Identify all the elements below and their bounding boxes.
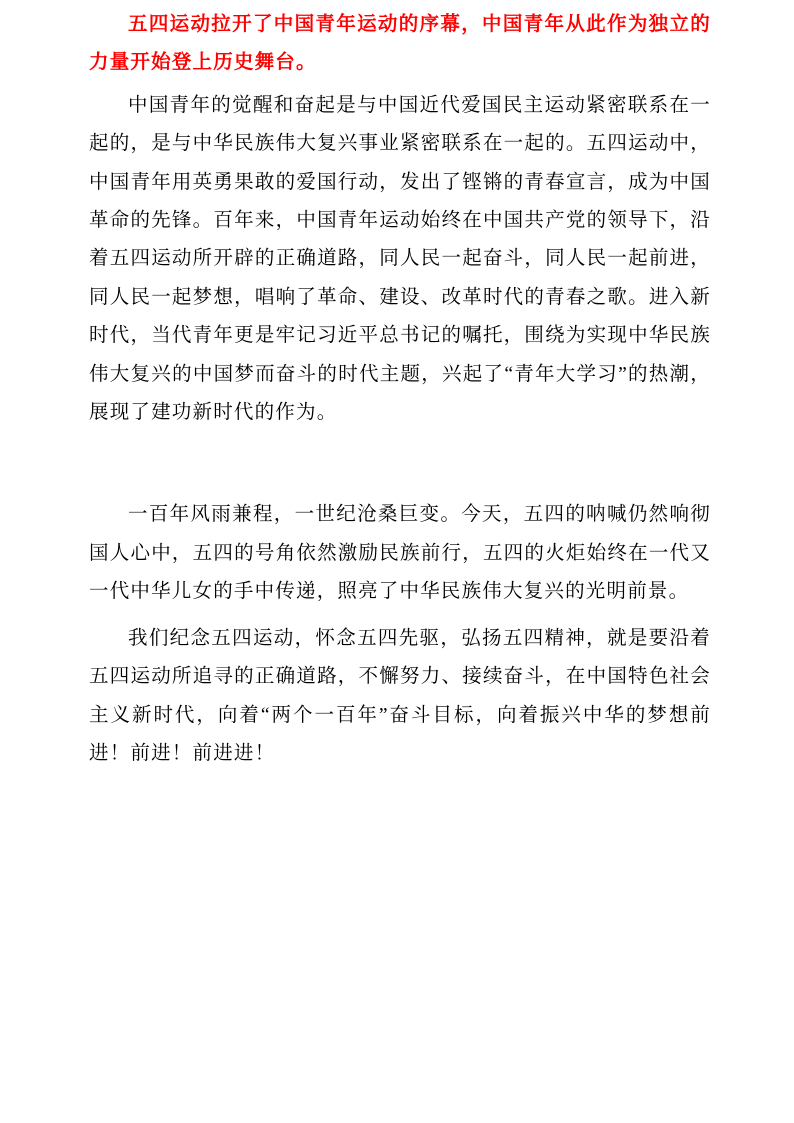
paragraph-body-2: 一百年风雨兼程，一世纪沧桑巨变。今天，五四的呐喊仍然响彻国人心中，五四的号角依然激励民族前行，五四的火炬始终在一代又一代中华儿女的手中传递，照亮了中华民族伟大复兴的光明前景。: [89, 504, 711, 603]
document-content: [89, 6, 711, 773]
paragraph-body-1: 中国青年的觉醒和奋起是与中国近代爱国民主运动紧密联系在一起的，是与中华民族伟大复兴事业紧密联系在一起的。五四运动中，中国青年用英勇果敢的爱国行动，发出了铿锵的青春宣言，成为中国革命的先锋。百年来，中国青年运动始终在中国共产党的领导下，沿着五四运动所开辟的正确道路，同人民一起奋斗，同人民一起前进，同人民一起梦想，唱响了革命、建设、改革时代的青春之歌。进入新时代，当代青年更是牢记习近平总书记的嘱托，围绕为实现中华民族伟大复兴的中国梦而奋斗的时代主题，兴起了“青年大学习”的热潮，展现了建功新时代的作为。: [89, 94, 711, 424]
paragraph-body-3: 我们纪念五四运动，怀念五四先驱，弘扬五四精神，就是要沿着五四运动所追寻的正确道路，不懈努力、接续奋斗，在中国特色社会主义新时代，向着“两个一百年”奋斗目标，向着振兴中华的梦想前进！前进！前进进！: [89, 627, 711, 764]
blank-line-spacer: [89, 432, 711, 496]
paragraph-lead-red: 五四运动拉开了中国青年运动的序幕，中国青年从此作为独立的力量开始登上历史舞台。: [89, 14, 711, 74]
